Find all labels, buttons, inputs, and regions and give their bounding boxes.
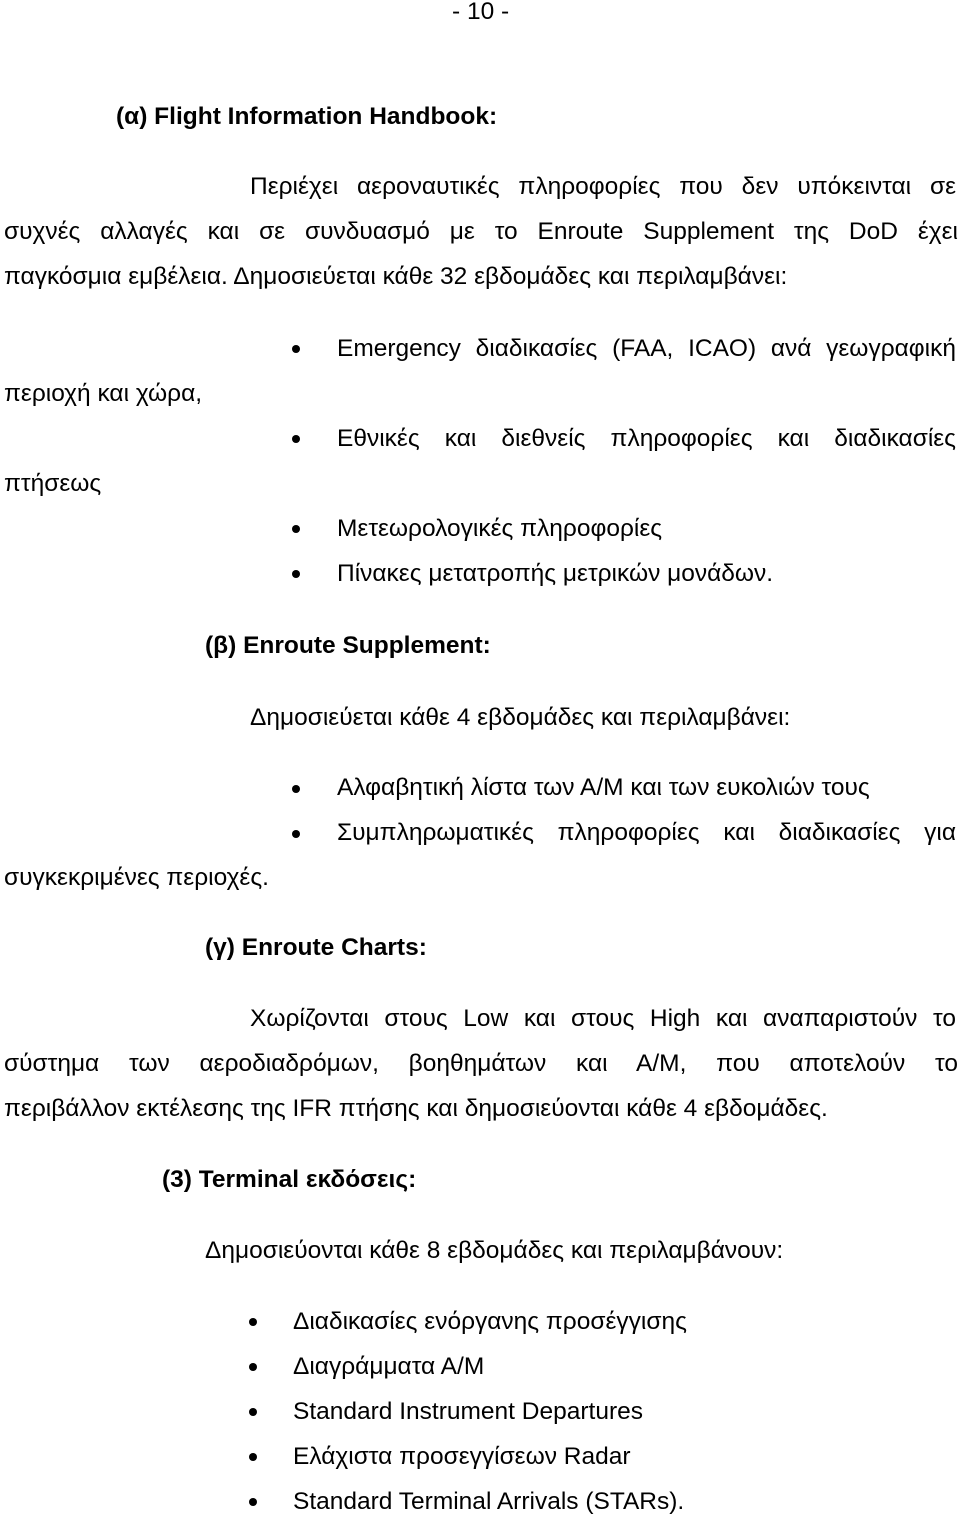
section-3-item: Standard Instrument Departures bbox=[293, 1398, 643, 1425]
section-a-bullet1-cont: περιοχή και χώρα, bbox=[4, 380, 203, 407]
section-3-item: Ελάχιστα προσεγγίσεων Radar bbox=[293, 1443, 631, 1470]
page-number: - 10 - bbox=[452, 0, 510, 25]
section-a-intro-line3: παγκόσμια εμβέλεια. Δημοσιεύεται κάθε 32 εβδομάδες και περιλαμβάνει: bbox=[4, 263, 788, 290]
section-b-bullet2-cont: συγκεκριμένες περιοχές. bbox=[4, 864, 269, 891]
section-c-line2: σύστημα των αεροδιαδρόμων, βοηθημάτων και Α/Μ, που αποτελούν το bbox=[4, 1050, 958, 1077]
section-b-intro: Δημοσιεύεται κάθε 4 εβδομάδες και περιλαμβάνει: bbox=[250, 704, 791, 731]
section-3-intro: Δημοσιεύονται κάθε 8 εβδομάδες και περιλαμβάνουν: bbox=[205, 1237, 784, 1264]
bullet-dot bbox=[292, 525, 300, 533]
section-c-heading: (γ) Enroute Charts: bbox=[205, 934, 427, 961]
bullet-dot bbox=[249, 1498, 257, 1506]
section-a-bullet3: Μετεωρολογικές πληροφορίες bbox=[337, 515, 663, 542]
bullet-dot bbox=[249, 1318, 257, 1326]
bullet-dot bbox=[292, 345, 300, 353]
section-c-line1: Χωρίζονται στους Low και στους High και αναπαριστούν το bbox=[250, 1005, 956, 1032]
section-3-item: Standard Terminal Arrivals (STARs). bbox=[293, 1488, 685, 1515]
bullet-dot bbox=[249, 1453, 257, 1461]
bullet-dot bbox=[249, 1363, 257, 1371]
section-b-heading: (β) Enroute Supplement: bbox=[205, 632, 491, 659]
section-a-bullet4: Πίνακες μετατροπής μετρικών μονάδων. bbox=[337, 560, 774, 587]
bullet-dot bbox=[292, 830, 300, 838]
section-a-intro-line2: συχνές αλλαγές και σε συνδυασμό με το Enroute Supplement της DoD έχει bbox=[4, 218, 958, 245]
bullet-dot bbox=[249, 1408, 257, 1416]
section-c-line3: περιβάλλον εκτέλεσης της IFR πτήσης και δημοσιεύονται κάθε 4 εβδομάδες. bbox=[4, 1095, 828, 1122]
section-a-bullet2-cont: πτήσεως bbox=[4, 470, 102, 497]
section-a-intro-line1: Περιέχει αεροναυτικές πληροφορίες που δεν υπόκεινται σε bbox=[250, 173, 956, 200]
section-a-bullet2: Εθνικές και διεθνείς πληροφορίες και διαδικασίες bbox=[337, 425, 956, 452]
section-3-heading: (3) Terminal εκδόσεις: bbox=[162, 1166, 417, 1193]
section-3-item: Διαγράμματα Α/Μ bbox=[293, 1353, 485, 1380]
bullet-dot bbox=[292, 570, 300, 578]
section-a-heading: (α) Flight Information Handbook: bbox=[116, 103, 498, 130]
section-3-item: Διαδικασίες ενόργανης προσέγγισης bbox=[293, 1308, 687, 1335]
section-b-bullet1: Αλφαβητική λίστα των Α/Μ και των ευκολιών τους bbox=[337, 774, 870, 801]
section-b-bullet2: Συμπληρωματικές πληροφορίες και διαδικασίες για bbox=[337, 819, 956, 846]
section-a-bullet1: Emergency διαδικασίες (FAA, ICAO) ανά γεωγραφική bbox=[337, 335, 956, 362]
bullet-dot bbox=[292, 785, 300, 793]
bullet-dot bbox=[292, 435, 300, 443]
